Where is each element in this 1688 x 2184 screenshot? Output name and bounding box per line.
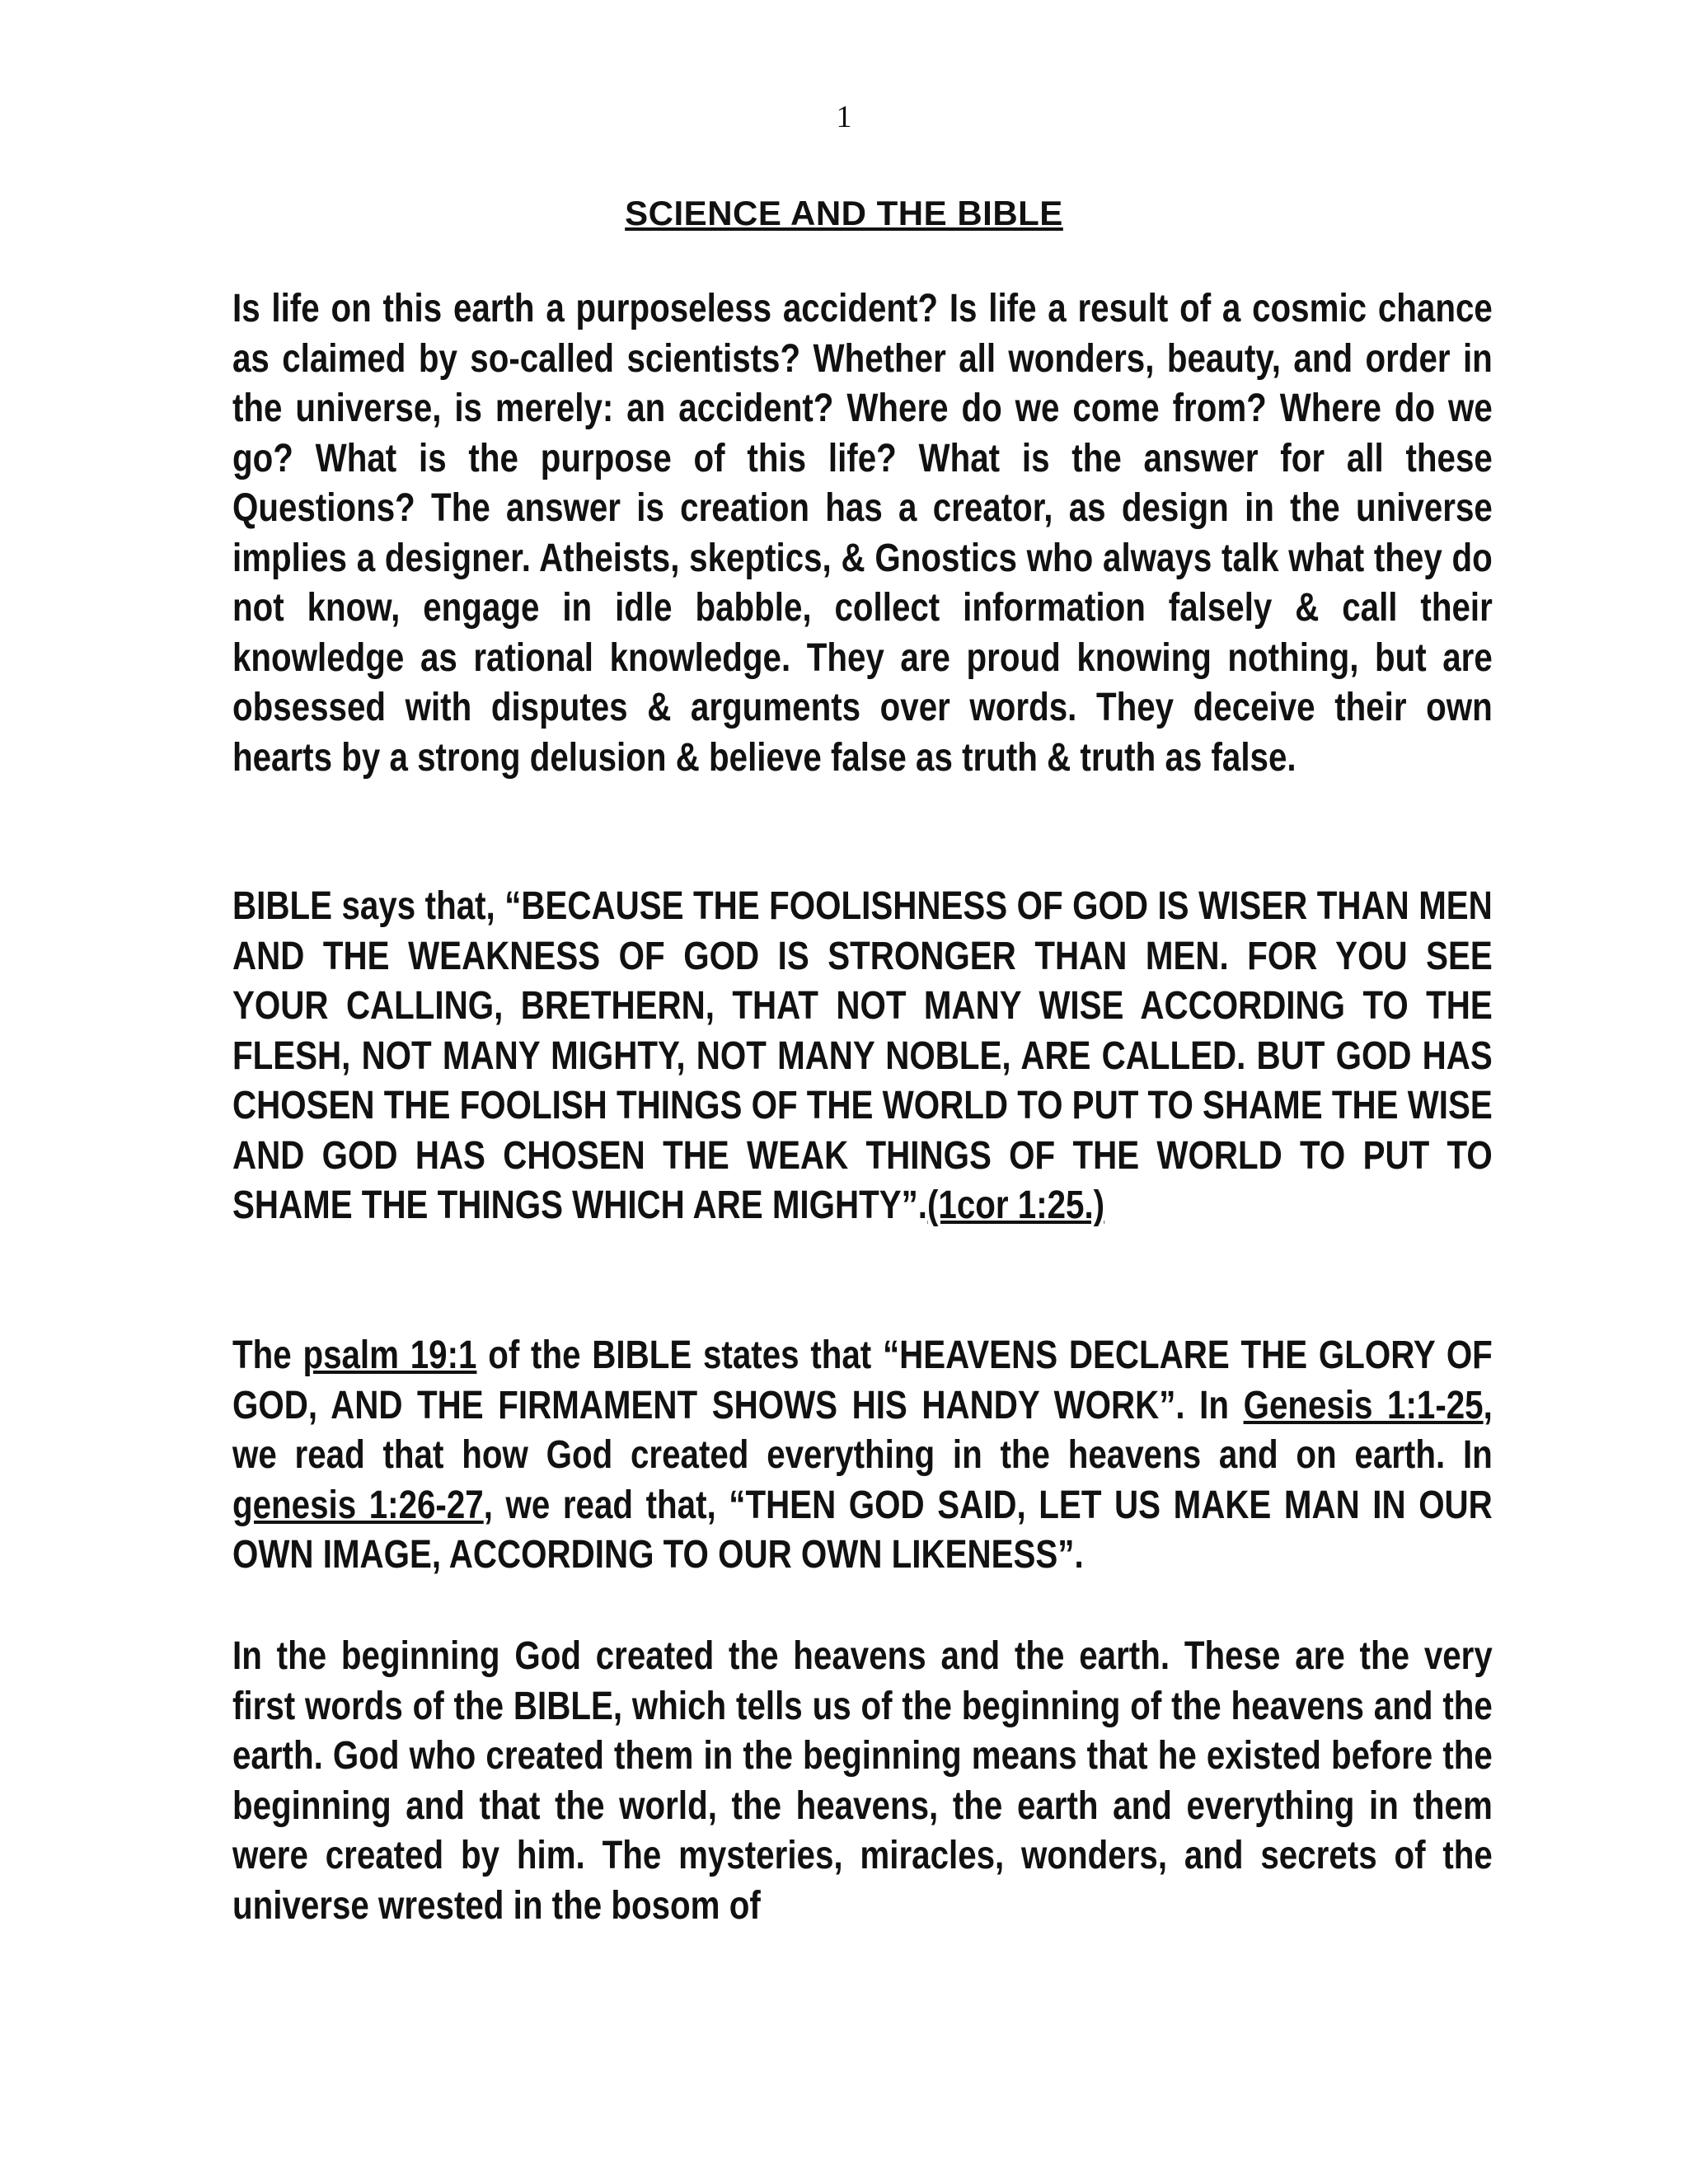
page-number: 1 [836,100,852,134]
paragraph-scripture-text: BIBLE says that, “BECAUSE THE FOOLISHNESS OF GOD IS WISER THAN MEN AND THE WEAKNESS OF GOD IS STRONGER THAN MEN. FOR YOU SEE YOUR CALLING, BRETHERN, THAT NOT MANY WISE ACCORDING TO THE FLESH, NOT MANY MIGHTY, NOT MANY NOBLE, ARE CALLED. BUT GOD HAS CHOSEN THE FOOLISH THINGS OF THE WORLD TO PUT TO SHAME THE WISE AND GOD HAS CHOSEN THE WEAK THINGS OF THE WORLD TO PUT TO SHAME THE THINGS WHICH ARE MIGHTY”. [232,884,1493,1227]
paragraph-intro [232,284,1493,783]
paragraph-psalm-text-b: of the BIBLE states that “HEAVENS DECLARE THE GLORY OF GOD, AND THE FIRMAMENT SHOWS HIS HANDY WORK”. In [232,1333,1493,1427]
scripture-reference-psalm: psalm 19:1 [302,1333,477,1377]
paragraph-psalm-text-a: The [232,1333,303,1377]
paragraph-psalm-text-d: , we read that, “THEN GOD SAID, LET US MAKE MAN IN OUR OWN IMAGE, ACCORDING TO OUR OWN LIKENESS”. [232,1483,1493,1577]
scripture-reference-genesis-2: genesis 1:26-27 [232,1483,484,1527]
document-title: SCIENCE AND THE BIBLE [625,194,1063,232]
paragraph-beginning-text: In the beginning God created the heavens and the earth. These are the very first words of the BIBLE, which tells us of the beginning of the heavens and the earth. God who created them in the beginning means that he existed before the beginning and that the world, the heavens, the earth and everything in them were created by him. The mysteries, miracles, wonders, and secrets of the universe wrested in the bosom of [232,1634,1493,1928]
paragraph-psalm [232,1331,1493,1581]
paragraph-psalm-text-c: , we read that how God created everything in the heavens and on earth. In [232,1383,1493,1477]
paragraph-scripture-quote [232,882,1493,1231]
paragraph-intro-text: Is life on this earth a purposeless accident? Is life a result of a cosmic chance as claimed by so-called scientists? Whether all wonders, beauty, and order in the universe, is merely: an accident? Where do we come from? Where do we go? What is the purpose of this life? What is the answer for all these Questions? The answer is creation has a creator, as design in the universe implies a designer. Atheists, skeptics, & Gnostics who always talk what they do not know, engage in idle babble, collect information falsely & call their knowledge as rational knowledge. They are proud knowing nothing, but are obsessed with disputes & arguments over words. They deceive their own hearts by a strong delusion & believe false as truth & truth as false. [232,287,1493,780]
scripture-reference-1cor: (1cor 1:25.) [926,1183,1105,1227]
paragraph-beginning [232,1632,1493,1931]
scripture-reference-genesis-1: Genesis 1:1-25 [1243,1383,1484,1427]
